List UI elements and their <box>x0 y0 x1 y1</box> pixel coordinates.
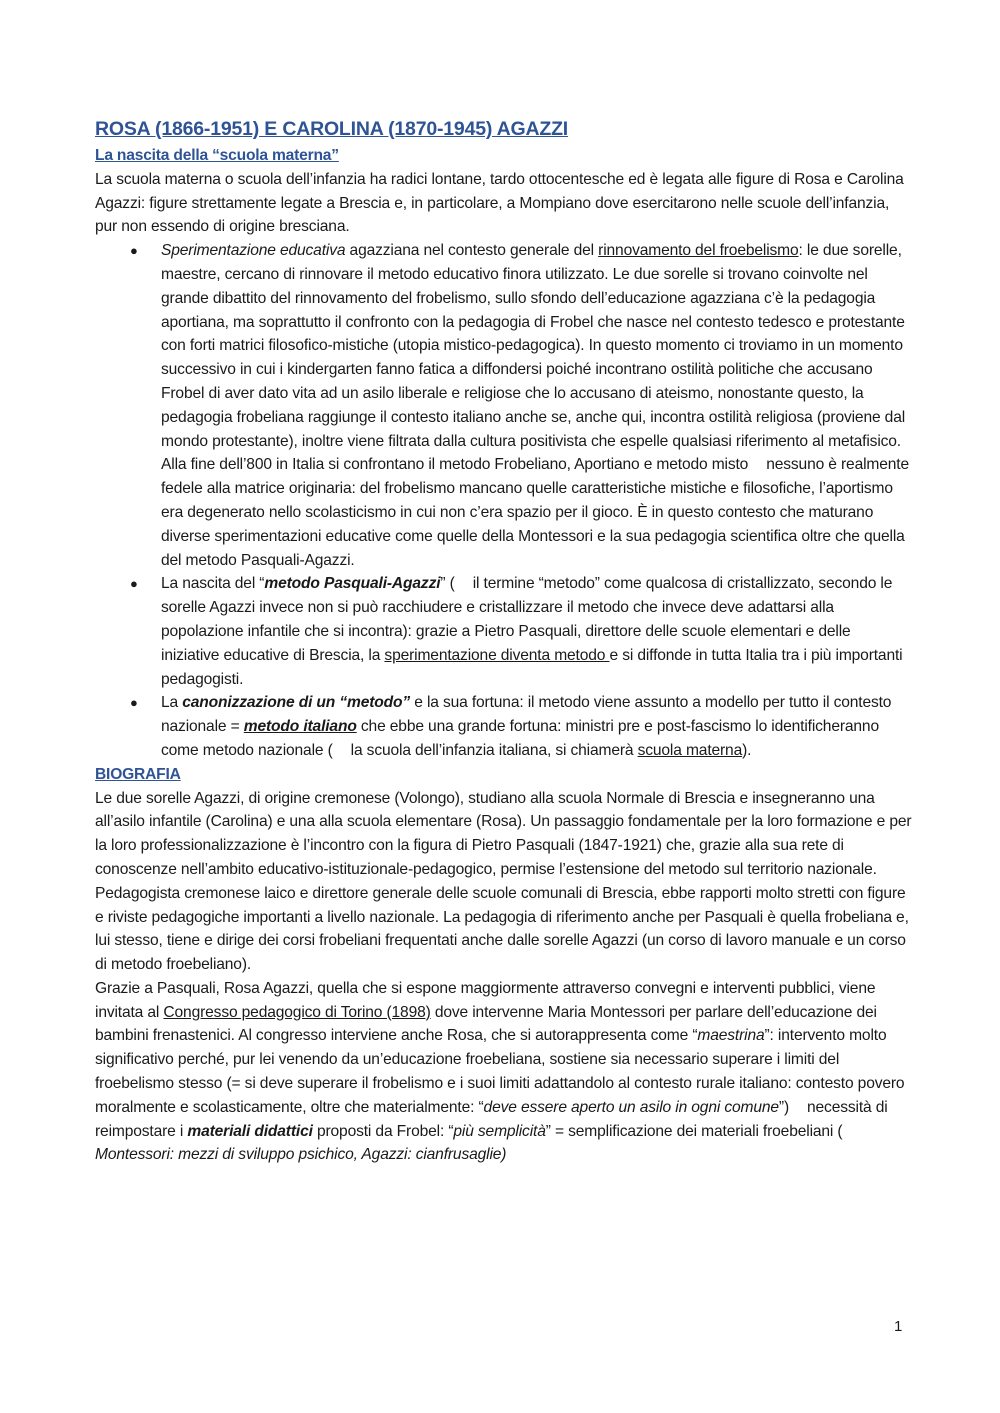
intro-paragraph: La scuola materna o scuola dell’infanzia ha radici lontane, tardo ottocentesche ed è legata alle figure di Rosa e Carolina Agazzi: figure strettamente legate a Brescia e, in particolare, a Mompiano dove esercitarono nelle scuole dell’infanzia, pur non essendo di origine bresciana. <box>95 170 904 236</box>
italic-quote: deve essere aperto un asilo in ogni comune <box>483 1098 779 1116</box>
paragraph-text: ” = semplificazione dei materiali froebeliani ( <box>545 1122 843 1140</box>
bullet-list <box>95 239 913 763</box>
underlined-term: metodo italiano <box>243 718 357 736</box>
page-number: 1 <box>894 1318 903 1335</box>
underlined-term: Congresso pedagogico di Torino (1898) <box>163 1003 431 1021</box>
list-item <box>95 239 913 572</box>
biography-paragraph-2 <box>95 977 913 1167</box>
bullet-lead: Sperimentazione educativa <box>161 242 346 260</box>
bullet-text: la scuola dell’infanzia italiana, si chiamerà <box>350 741 638 759</box>
bullet-text: : le due sorelle, maestre, cercano di rinnovare il metodo educativo finora utilizzato. Le due sorelle si trovano coinvolte nel grande dibattito del rinnovamento del frobelismo, sullo sfondo dell’educazione agazziana c’è la pedagogia aportiana, ma soprattutto il confronto con la pedagogia di Frobel che nasce nel contesto tedesco e protestante con forti matrici filosofico-mistiche (utopia mistico-pedagogica). In questo momento ci troviamo in un momento successivo in cui i kindergarten fanno fatica a diffondersi poiché incontrano ostilità politiche che accusano Frobel di aver dato vita ad un asilo liberale e religiose che lo accusano di ateismo, nonostante questo, la pedagogia frobeliana raggiunge il contesto italiano anche se, anche qui, incontra ostilità religiosa (proviene dal mondo protestante), inoltre viene filtrata dalla cultura positivista che espelle qualsiasi riferimento al metafisico. Alla fine dell’800 in Italia si confrontano il metodo Frobeliano, Aportiano e metodo misto <box>161 242 906 474</box>
bullet-text: il termine “metodo” come qualcosa di cristallizzato, secondo le sorelle Agazzi invece non si può racchiudere e cristallizzare il metodo che invece deve adattarsi alla popolazione infantile che si incontra): grazie a Pietro Pasquali, direttore delle scuole elementari e delle iniziative educative di Brescia, la <box>161 575 893 664</box>
italic-term: maestrina <box>697 1027 765 1045</box>
bullet-lead: metodo Pasquali-Agazzi <box>264 575 441 593</box>
bullet-text: ). <box>742 741 752 759</box>
bullet-text: ” ( <box>440 575 455 593</box>
bullet-text: e la sua fortuna: il metodo viene assunto a modello per tutto il contesto nazionale = <box>161 694 892 736</box>
paragraph-text: Grazie a Pasquali, Rosa Agazzi, quella che si espone maggiormente attraverso convegni e interventi pubblici, viene invitata al <box>95 979 876 1021</box>
underlined-term: rinnovamento del froebelismo <box>598 242 799 260</box>
underlined-term: scuola materna <box>637 741 743 759</box>
section-heading-scuola-materna: La nascita della “scuola materna” <box>95 147 339 164</box>
bullet-text: agazziana nel contesto generale del <box>345 242 599 260</box>
bullet-text: e si diffonde in tutta Italia tra i più importanti pedagogisti. <box>161 646 903 688</box>
bullet-lead: canonizzazione di un “metodo” <box>182 694 411 712</box>
paragraph-text: proposti da Frobel: “ <box>312 1122 454 1140</box>
paragraph-text: ”) <box>778 1098 790 1116</box>
bullet-icon: ● <box>130 243 138 259</box>
document-page <box>95 116 913 1167</box>
italic-term: Montessori: mezzi di sviluppo psichico, Agazzi: cianfrusaglie) <box>95 1146 507 1164</box>
underlined-term: sperimentazione diventa metodo <box>384 646 610 664</box>
bold-term: materiali didattici <box>187 1122 313 1140</box>
bullet-icon: ● <box>130 576 138 592</box>
italic-term: più semplicità <box>453 1122 546 1140</box>
bullet-text: La <box>161 694 183 712</box>
document-title: ROSA (1866-1951) E CAROLINA (1870-1945) AGAZZI <box>95 118 569 140</box>
bullet-text: La nascita del “ <box>161 575 265 593</box>
biography-paragraph-1: Le due sorelle Agazzi, di origine cremonese (Volongo), studiano alla scuola Normale di Brescia e insegneranno una all’asilo infantile (Carolina) e una alla scuola elementare (Rosa). Un passaggio fondamentale per la loro formazione e per la loro professionalizzazione è l’incontro con la figura di Pietro Pasquali (1847-1921) che, grazie alla sua rete di conoscenze nell’ambito educativo-istituzionale-pedagogico, permise l’estensione del metodo sul territorio nazionale. Pedagogista cremonese laico e direttore generale delle scuole comunali di Brescia, ebbe rapporti molto stretti con figure e riviste pedagogiche importanti a livello nazionale. La pedagogia di riferimento anche per Pasquali è quella frobeliana e, lui stesso, tiene e dirige dei corsi frobeliani frequentati anche dalle sorelle Agazzi (un corso di lavoro manuale e un corso di metodo froebeliano). <box>95 789 912 974</box>
bullet-text: che ebbe una grande fortuna: ministri pre e post-fascismo lo identificheranno come metodo nazionale ( <box>161 718 879 759</box>
paragraph-text: dove intervenne Maria Montessori per parlare dell’educazione dei bambini frenastenici. Al congresso interviene anche Rosa, che si autorappresenta come “ <box>95 1003 877 1045</box>
list-item <box>95 691 913 762</box>
paragraph-text: necessità di reimpostare i <box>95 1098 888 1140</box>
paragraph-text: ”: intervento molto significativo perché, pur lei venendo da un’educazione froebeliana, sostiene sia necessario superare i limiti del froebelismo stesso (= si deve superare il frobelismo e i suoi limiti adattandolo al contesto rurale italiano: contesto povero moralmente e scolasticamente, oltre che materialmente: “ <box>95 1027 905 1116</box>
list-item <box>95 572 913 691</box>
bullet-icon: ● <box>130 695 138 711</box>
section-heading-biografia: BIOGRAFIA <box>95 765 181 783</box>
bullet-text: nessuno è realmente fedele alla matrice originaria: del frobelismo mancano quelle caratteristiche mistiche e filosofiche, l’aportismo era degenerato nello scolasticismo in cui non c’era spazio per il gioco. È in questo contesto che maturano diverse sperimentazioni educative come quelle della Montessori e la sua pedagogia scientifica oltre che quella del metodo Pasquali-Agazzi. <box>161 456 910 569</box>
